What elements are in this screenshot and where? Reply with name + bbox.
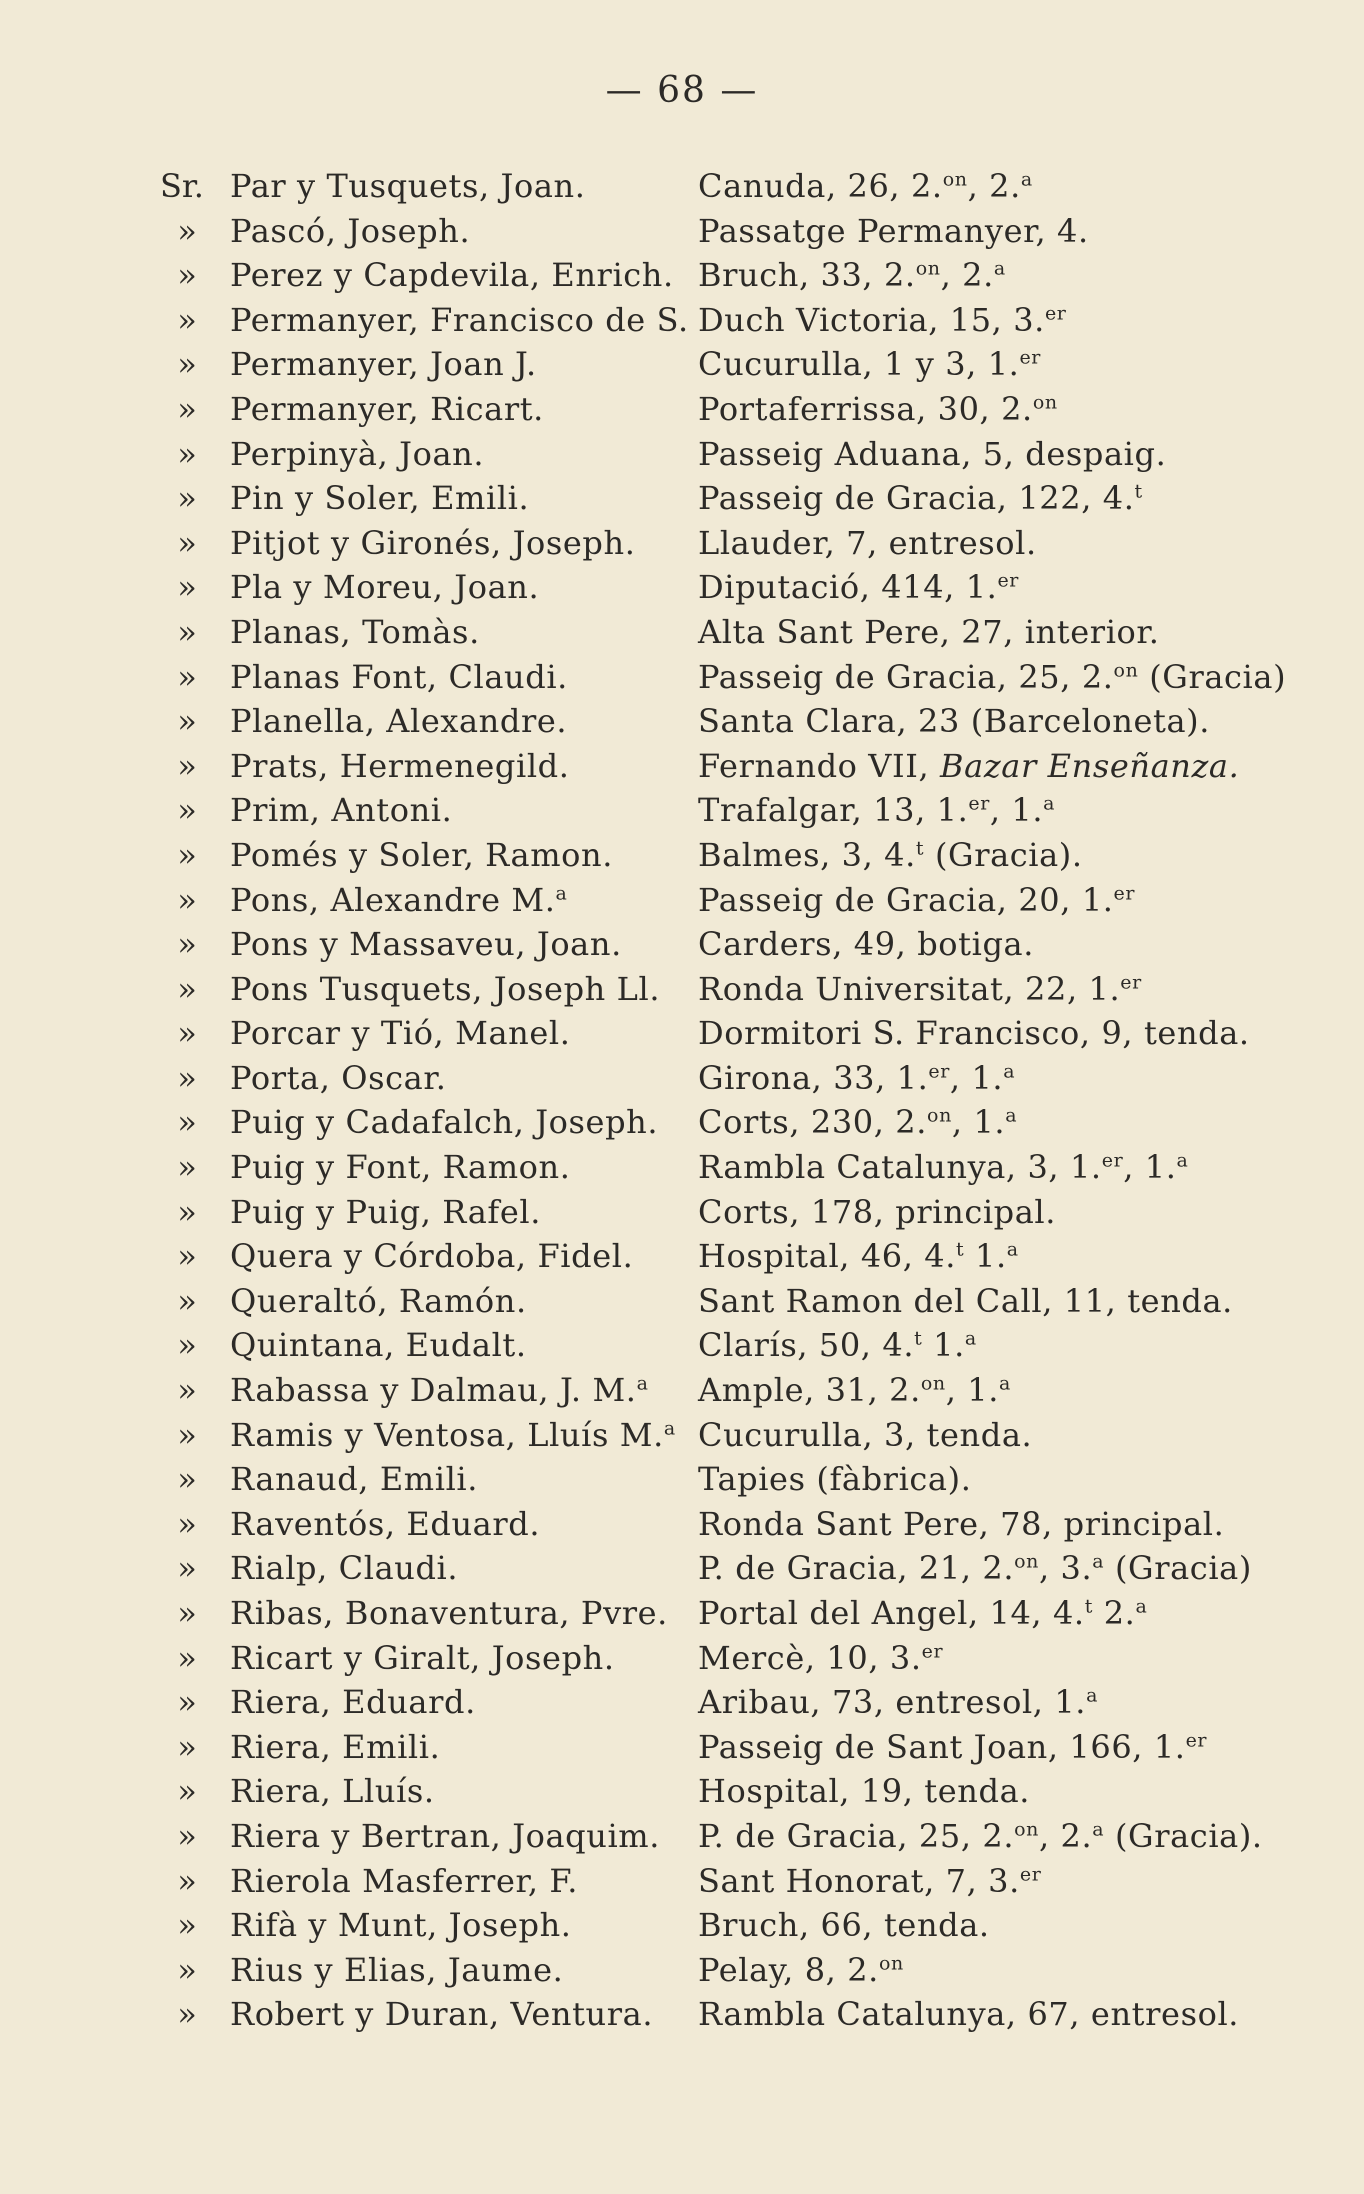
entry-name: Puig y Puig, Rafel.: [230, 1192, 541, 1231]
directory-entry: [0, 878, 1364, 923]
entry-prefix: »: [177, 568, 197, 607]
entry-name: Pitjot y Gironés, Joseph.: [230, 523, 636, 562]
directory-entry: [0, 1814, 1364, 1859]
entry-address: Balmes, 3, 4.$^t$ (Gracia).: [698, 835, 1083, 874]
entry-prefix: »: [177, 791, 197, 830]
entry-name: Pons, Alexandre M.$^a$: [230, 880, 568, 919]
entry-address: Portal del Angel, 14, 4.$^t$ 2.$^a$: [698, 1594, 1148, 1632]
entry-name: Raventós, Eduard.: [230, 1504, 541, 1543]
directory-entry: [0, 1323, 1364, 1368]
entry-name: Rialp, Claudi.: [230, 1549, 459, 1588]
entry-prefix: »: [177, 1549, 197, 1588]
entry-address: Passeig de Sant Joan, 166, 1.$^{er}$: [698, 1727, 1208, 1766]
entry-prefix: »: [177, 1638, 197, 1677]
entry-address: Passeig Aduana, 5, despaig.: [698, 434, 1167, 473]
entry-prefix: »: [177, 1504, 197, 1543]
entry-name: Rabassa y Dalmau, J. M.$^a$: [230, 1371, 649, 1410]
directory-entry: [0, 1413, 1364, 1458]
entry-prefix: »: [177, 1058, 197, 1097]
directory-entry: [0, 1591, 1364, 1636]
entry-name: Ribas, Bonaventura, Pvre.: [230, 1594, 668, 1632]
directory-entry: [0, 699, 1364, 744]
entry-prefix: »: [177, 1861, 197, 1900]
entry-prefix: »: [177, 1326, 197, 1365]
entry-address: Bruch, 66, tenda.: [698, 1906, 990, 1945]
entry-name: Quintana, Eudalt.: [230, 1326, 527, 1365]
directory-entry: [0, 1680, 1364, 1725]
directory-entry: [0, 1992, 1364, 2037]
entry-name: Pla y Moreu, Joan.: [230, 568, 540, 607]
entry-address: Portaferrissa, 30, 2.$^{on}$: [698, 389, 1058, 428]
entry-address: Fernando VII, Bazar Enseñanza.: [698, 746, 1240, 785]
entry-address: Corts, 178, principal.: [698, 1192, 1057, 1231]
entry-prefix: »: [177, 1371, 197, 1410]
directory-entry: [0, 1279, 1364, 1324]
directory-entry: [0, 1368, 1364, 1413]
entry-name: Par y Tusquets, Joan.: [230, 167, 586, 205]
entry-address: Rambla Catalunya, 3, 1.$^{er}$, 1.$^a$: [698, 1148, 1189, 1187]
entry-name: Riera, Emili.: [230, 1727, 441, 1766]
entry-name: Rierola Masferrer, F.: [230, 1861, 579, 1900]
entry-address: Ronda Universitat, 22, 1.$^{er}$: [698, 969, 1142, 1008]
entry-name: Planella, Alexandre.: [230, 702, 568, 741]
entry-prefix: »: [177, 1727, 197, 1766]
directory-entry: [0, 967, 1364, 1012]
entry-name: Pons y Massaveu, Joan.: [230, 925, 622, 964]
entry-address: Bruch, 33, 2.$^{on}$, 2.$^a$: [698, 256, 1006, 295]
entry-prefix: »: [177, 1281, 197, 1320]
entry-name: Queraltó, Ramón.: [230, 1281, 527, 1320]
entry-name: Pascó, Joseph.: [230, 211, 471, 250]
directory-entry: [0, 744, 1364, 789]
entry-name: Riera, Eduard.: [230, 1683, 476, 1722]
entry-name: Perez y Capdevila, Enrich.: [230, 256, 674, 295]
entry-address: Pelay, 8, 2.$^{on}$: [698, 1950, 904, 1989]
entry-name: Puig y Font, Ramon.: [230, 1148, 571, 1187]
entry-name: Planas Font, Claudi.: [230, 657, 568, 696]
directory-entry: [0, 565, 1364, 610]
directory-entry: [0, 387, 1364, 432]
entry-address: Passeig de Gracia, 25, 2.$^{on}$ (Gracia): [698, 657, 1287, 696]
entry-prefix: »: [177, 702, 197, 741]
entry-name: Permanyer, Francisco de S.: [230, 300, 689, 339]
entry-address: Sant Honorat, 7, 3.$^{er}$: [698, 1861, 1042, 1900]
entry-name: Ramis y Ventosa, Lluís M.$^a$: [230, 1415, 676, 1454]
directory-entry: [0, 922, 1364, 967]
entry-address: Carders, 49, botiga.: [698, 925, 1034, 964]
entry-name: Puig y Cadafalch, Joseph.: [230, 1103, 659, 1142]
directory-entry: [0, 1145, 1364, 1190]
directory-entry: [0, 833, 1364, 878]
entry-prefix: »: [177, 1772, 197, 1811]
entry-prefix: »: [177, 1148, 197, 1187]
entry-address: Passeig de Gracia, 20, 1.$^{er}$: [698, 880, 1136, 919]
entry-address: Passatge Permanyer, 4.: [698, 211, 1089, 250]
entry-prefix: »: [177, 300, 197, 339]
entry-address: Trafalgar, 13, 1.$^{er}$, 1.$^a$: [698, 791, 1056, 830]
directory-entry: [0, 1948, 1364, 1993]
entry-address: Alta Sant Pere, 27, interior.: [698, 612, 1160, 651]
entry-name: Prim, Antoni.: [230, 791, 453, 830]
directory-entry: [0, 1234, 1364, 1279]
entry-prefix: »: [177, 1460, 197, 1499]
entry-address: Corts, 230, 2.$^{on}$, 1.$^a$: [698, 1103, 1018, 1142]
entry-name: Prats, Hermenegild.: [230, 746, 570, 785]
entry-name: Pomés y Soler, Ramon.: [230, 835, 614, 874]
entry-prefix: »: [177, 256, 197, 295]
entry-address: Cucurulla, 1 y 3, 1.$^{er}$: [698, 345, 1041, 384]
entry-address: Dormitori S. Francisco, 9, tenda.: [698, 1014, 1250, 1053]
entry-address: Mercè, 10, 3.$^{er}$: [698, 1638, 944, 1677]
entry-name: Rius y Elias, Jaume.: [230, 1950, 564, 1989]
entry-prefix: »: [177, 1237, 197, 1276]
directory-list: [0, 164, 1364, 2037]
entry-address: Hospital, 19, tenda.: [698, 1772, 1031, 1811]
entry-name: Pons Tusquets, Joseph Ll.: [230, 969, 661, 1008]
entry-name: Planas, Tomàs.: [230, 612, 480, 651]
directory-entry: [0, 1056, 1364, 1101]
entry-prefix: »: [177, 434, 197, 473]
entry-address: Canuda, 26, 2.$^{on}$, 2.$^a$: [698, 167, 1033, 205]
entry-prefix: »: [177, 1995, 197, 2034]
entry-name: Porta, Oscar.: [230, 1058, 447, 1097]
entry-name: Permanyer, Joan J.: [230, 345, 537, 384]
entry-prefix: »: [177, 1683, 197, 1722]
entry-name: Perpinyà, Joan.: [230, 434, 485, 473]
entry-name: Riera, Lluís.: [230, 1772, 435, 1811]
directory-entry: [0, 1100, 1364, 1145]
directory-entry: [0, 521, 1364, 566]
entry-prefix: »: [177, 1103, 197, 1142]
directory-entry: [0, 209, 1364, 254]
entry-prefix: »: [177, 835, 197, 874]
directory-entry: [0, 164, 1364, 209]
entry-prefix: »: [177, 345, 197, 384]
entry-address: Ronda Sant Pere, 78, principal.: [698, 1504, 1225, 1543]
entry-address: Hospital, 46, 4.$^t$ 1.$^a$: [698, 1237, 1019, 1276]
entry-prefix: »: [177, 746, 197, 785]
entry-prefix: »: [177, 479, 197, 518]
directory-entry: [0, 298, 1364, 343]
directory-entry: [0, 610, 1364, 655]
entry-address: P. de Gracia, 25, 2.$^{on}$, 2.$^a$ (Gracia).: [698, 1816, 1263, 1855]
entry-address: Sant Ramon del Call, 11, tenda.: [698, 1281, 1233, 1320]
entry-prefix: »: [177, 657, 197, 696]
entry-name: Rifà y Munt, Joseph.: [230, 1906, 572, 1945]
entry-prefix: »: [177, 1192, 197, 1231]
directory-entry: [0, 253, 1364, 298]
entry-address: Clarís, 50, 4.$^t$ 1.$^a$: [698, 1326, 977, 1365]
entry-name: Quera y Córdoba, Fidel.: [230, 1237, 634, 1276]
entry-prefix: »: [177, 925, 197, 964]
entry-prefix: »: [177, 880, 197, 919]
entry-prefix: »: [177, 612, 197, 651]
directory-entry: [0, 1903, 1364, 1948]
entry-address: Cucurulla, 3, tenda.: [698, 1415, 1033, 1454]
page-number: — 68 —: [605, 70, 759, 111]
entry-prefix: »: [177, 1950, 197, 1989]
entry-address: Llauder, 7, entresol.: [698, 523, 1037, 562]
directory-entry: [0, 1859, 1364, 1904]
entry-address: Duch Victoria, 15, 3.$^{er}$: [698, 300, 1067, 339]
entry-address: Rambla Catalunya, 67, entresol.: [698, 1995, 1240, 2034]
entry-address: Passeig de Gracia, 122, 4.$^t$: [698, 479, 1143, 518]
directory-entry: [0, 1546, 1364, 1591]
entry-prefix: »: [177, 1014, 197, 1053]
directory-entry: [0, 1725, 1364, 1770]
directory-entry: [0, 432, 1364, 477]
entry-prefix: »: [177, 211, 197, 250]
entry-prefix: »: [177, 1594, 197, 1632]
entry-address: Aribau, 73, entresol, 1.$^a$: [698, 1683, 1098, 1722]
directory-entry: [0, 1636, 1364, 1681]
entry-address: Ample, 31, 2.$^{on}$, 1.$^a$: [698, 1371, 1011, 1410]
entry-address: Santa Clara, 23 (Barceloneta).: [698, 702, 1210, 741]
entry-prefix: »: [177, 523, 197, 562]
directory-entry: [0, 1457, 1364, 1502]
directory-entry: [0, 1502, 1364, 1547]
directory-entry: [0, 1769, 1364, 1814]
entry-prefix: »: [177, 1906, 197, 1945]
entry-prefix: »: [177, 1816, 197, 1855]
entry-name: Ricart y Giralt, Joseph.: [230, 1638, 615, 1677]
entry-address: Diputació, 414, 1.$^{er}$: [698, 568, 1019, 607]
entry-prefix: »: [177, 1415, 197, 1454]
directory-entry: [0, 1011, 1364, 1056]
directory-entry: [0, 788, 1364, 833]
entry-name: Permanyer, Ricart.: [230, 389, 544, 428]
entry-name: Ranaud, Emili.: [230, 1460, 479, 1499]
entry-address: Tapies (fàbrica).: [698, 1460, 972, 1499]
entry-prefix: Sr.: [160, 167, 204, 205]
entry-name: Robert y Duran, Ventura.: [230, 1995, 654, 2034]
entry-name: Porcar y Tió, Manel.: [230, 1014, 571, 1053]
directory-entry: [0, 655, 1364, 700]
entry-prefix: »: [177, 969, 197, 1008]
directory-entry: [0, 1190, 1364, 1235]
entry-address: P. de Gracia, 21, 2.$^{on}$, 3.$^a$ (Gracia): [698, 1549, 1252, 1588]
entry-name: Riera y Bertran, Joaquim.: [230, 1816, 661, 1855]
directory-entry: [0, 342, 1364, 387]
entry-name: Pin y Soler, Emili.: [230, 479, 530, 518]
entry-prefix: »: [177, 389, 197, 428]
entry-address: Girona, 33, 1.$^{er}$, 1.$^a$: [698, 1058, 1016, 1097]
directory-entry: [0, 476, 1364, 521]
